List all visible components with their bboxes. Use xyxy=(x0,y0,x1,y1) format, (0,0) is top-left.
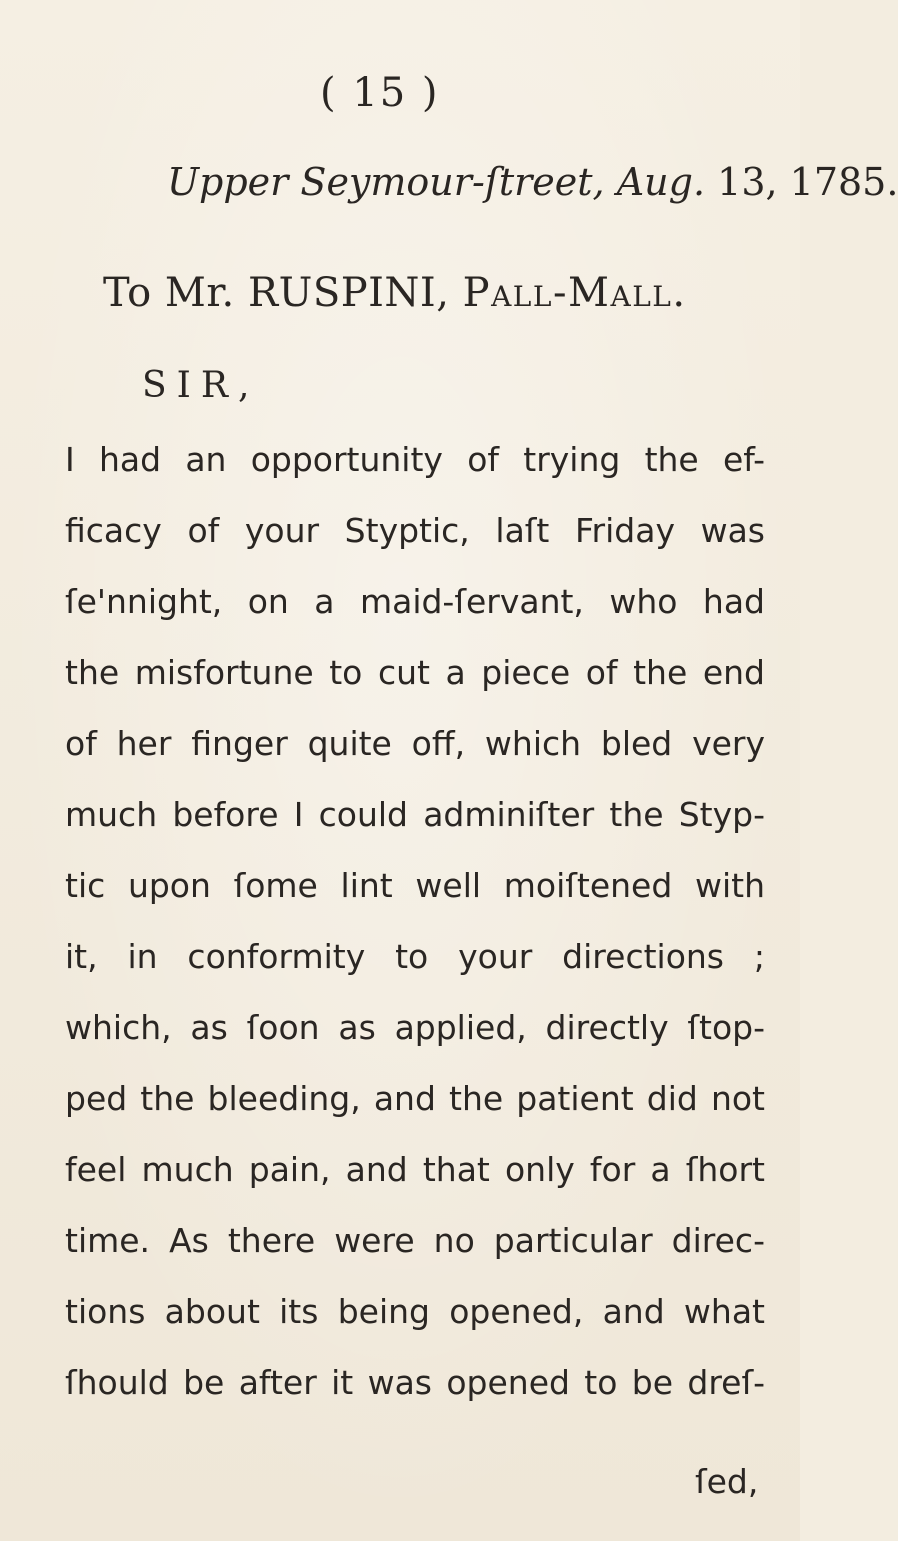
body-line: tions about its being opened, and what xyxy=(65,1292,765,1331)
catchword: ſed, xyxy=(695,1462,759,1501)
body-line: it, in conformity to your directions ; xyxy=(65,937,765,976)
letter-salutation: SIR, xyxy=(142,365,260,406)
body-line: much before I could adminiſter the Styp- xyxy=(65,795,765,834)
body-line: which, as ſoon as applied, directly ſtop- xyxy=(65,1008,765,1047)
body-line: ficacy of your Styptic, laſt Friday was xyxy=(65,511,765,550)
body-line: ped the bleeding, and the patient did not xyxy=(65,1079,765,1118)
dateline-place: Upper Seymour-ſtreet, xyxy=(167,160,605,204)
body-line: of her finger quite off, which bled very xyxy=(65,724,765,763)
addressee-name: To Mr. RUSPINI, xyxy=(103,270,450,316)
dateline-date: 13, 1785. xyxy=(717,160,898,204)
body-line: feel much pain, and that only for a ſhort xyxy=(65,1150,765,1189)
addressee-place: Pall-Mall. xyxy=(462,270,687,316)
letter-addressee xyxy=(103,270,687,316)
body-line: ſhould be after it was opened to be dreſ- xyxy=(65,1363,765,1402)
letter-dateline xyxy=(167,160,898,204)
body-line: ſe'nnight, on a maid-ſervant, who had xyxy=(65,582,765,621)
body-line: tic upon ſome lint well moiſtened with xyxy=(65,866,765,905)
dateline-month: Aug. xyxy=(616,160,706,204)
body-line: I had an opportunity of trying the ef- xyxy=(65,440,765,479)
page-number: ( 15 ) xyxy=(320,70,440,116)
body-line: time. As there were no particular direc- xyxy=(65,1221,765,1260)
body-line: the misfortune to cut a piece of the end xyxy=(65,653,765,692)
